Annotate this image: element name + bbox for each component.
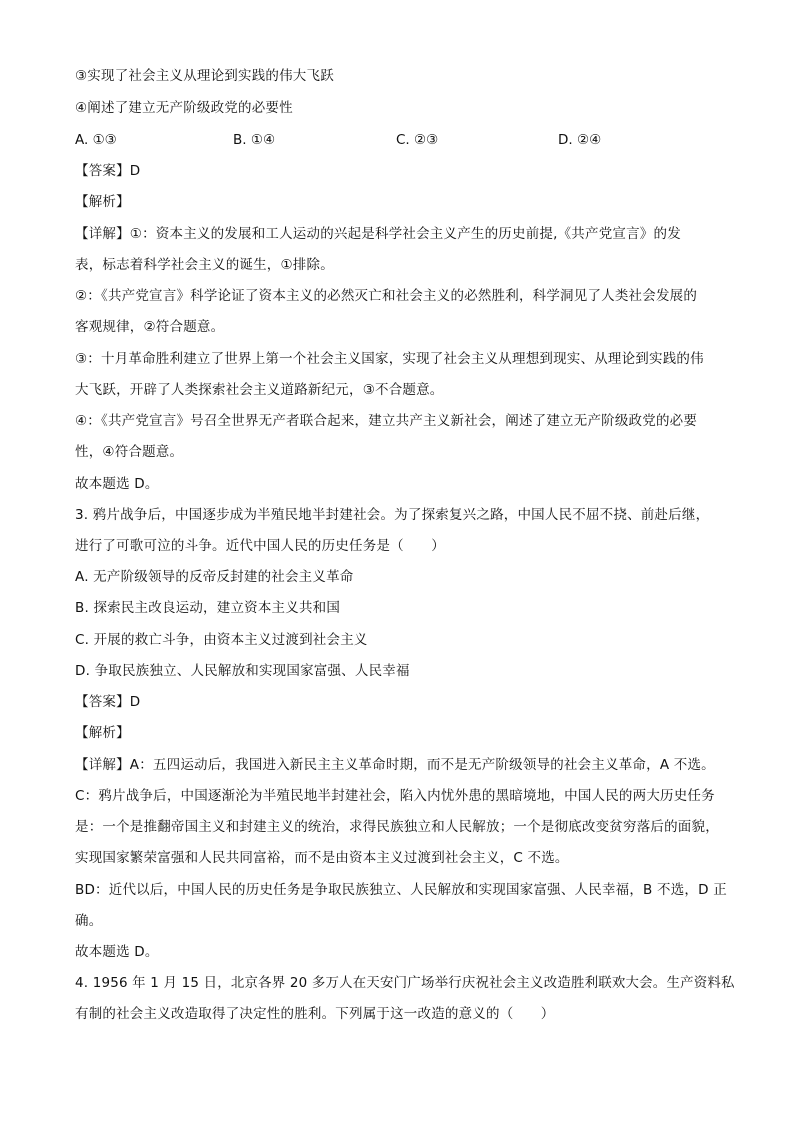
q3-analysis-line: BD：近代以后，中国人民的历史任务是争取民族独立、人民解放和实现国家富强、人民幸福，B 不选，D 正 (75, 882, 727, 898)
q3-option-c: C. 开展的救亡斗争，由资本主义过渡到社会主义 (75, 632, 368, 648)
q2-analysis-line: ②：《共产党宣言》科学论证了资本主义的必然灭亡和社会主义的必然胜利，科学洞见了人类社会发展的 (75, 288, 698, 304)
q3-analysis-title: 【解析】 (75, 725, 130, 741)
q4-stem-line: 有制的社会主义改造取得了决定性的胜利。下列属于这一改造的意义的（ ） (75, 1006, 555, 1022)
q3-conclusion: 故本题选 D。 (75, 944, 159, 960)
q2-analysis-line: 大飞跃，开辟了人类探索社会主义道路新纪元，③不合题意。 (75, 382, 444, 398)
q2-analysis-line: 表，标志着科学社会主义的诞生，①排除。 (75, 257, 334, 273)
q3-option-b: B. 探索民主改良运动，建立资本主义共和国 (75, 600, 341, 616)
q3-analysis-line: 确。 (75, 913, 103, 929)
q2-choice-d: D. ②④ (558, 132, 602, 148)
q2-analysis-line: ④：《共产党宣言》号召全世界无产者联合起来，建立共产主义新社会，阐述了建立无产阶级政党的必要 (75, 413, 698, 429)
q2-analysis-line: 【详解】①：资本主义的发展和工人运动的兴起是科学社会主义产生的历史前提,《共产党宣言》的发 (75, 226, 681, 242)
q3-stem-line: 进行了可歌可泣的斗争。近代中国人民的历史任务是（ ） (75, 538, 445, 554)
q2-option-4: ④阐述了建立无产阶级政党的必要性 (75, 100, 293, 116)
q3-option-d: D. 争取民族独立、人民解放和实现国家富强、人民幸福 (75, 663, 410, 679)
q2-choice-a: A. ①③ (75, 132, 117, 148)
q3-analysis-line: 是：一个是推翻帝国主义和封建主义的统治，求得民族独立和人民解放；一个是彻底改变贫穷落后的面貌， (75, 819, 719, 835)
q2-analysis-line: 客观规律，②符合题意。 (75, 319, 225, 335)
q2-conclusion: 故本题选 D。 (75, 476, 159, 492)
q2-choice-c: C. ②③ (396, 132, 439, 148)
q2-choice-b: B. ①④ (233, 132, 276, 148)
q3-answer: 【答案】D (75, 694, 141, 710)
q2-analysis-line: ③：十月革命胜利建立了世界上第一个社会主义国家，实现了社会主义从理想到现实、从理论到实践的伟 (75, 351, 704, 367)
q2-analysis-title: 【解析】 (75, 194, 130, 210)
q3-option-a: A. 无产阶级领导的反帝反封建的社会主义革命 (75, 569, 354, 585)
q2-option-3: ③实现了社会主义从理论到实践的伟大飞跃 (75, 68, 334, 84)
q4-stem-line: 4. 1956 年 1 月 15 日，北京各界 20 多万人在天安门广场举行庆祝社会主义改造胜利联欢大会。生产资料私 (75, 975, 735, 991)
q3-analysis-line: 实现国家繁荣富强和人民共同富裕，而不是由资本主义过渡到社会主义，C 不选。 (75, 850, 569, 866)
q2-answer: 【答案】D (75, 163, 141, 179)
q3-stem-line: 3. 鸦片战争后，中国逐步成为半殖民地半封建社会。为了探索复兴之路，中国人民不屈不挠、前赴后继， (75, 507, 710, 523)
q3-analysis-line: 【详解】A：五四运动后，我国进入新民主主义革命时期，而不是无产阶级领导的社会主义革命，A 不选。 (75, 757, 715, 773)
q2-analysis-line: 性，④符合题意。 (75, 444, 184, 460)
q3-analysis-line: C：鸦片战争后，中国逐渐沦为半殖民地半封建社会，陷入内忧外患的黑暗境地，中国人民的两大历史任务 (75, 788, 715, 804)
